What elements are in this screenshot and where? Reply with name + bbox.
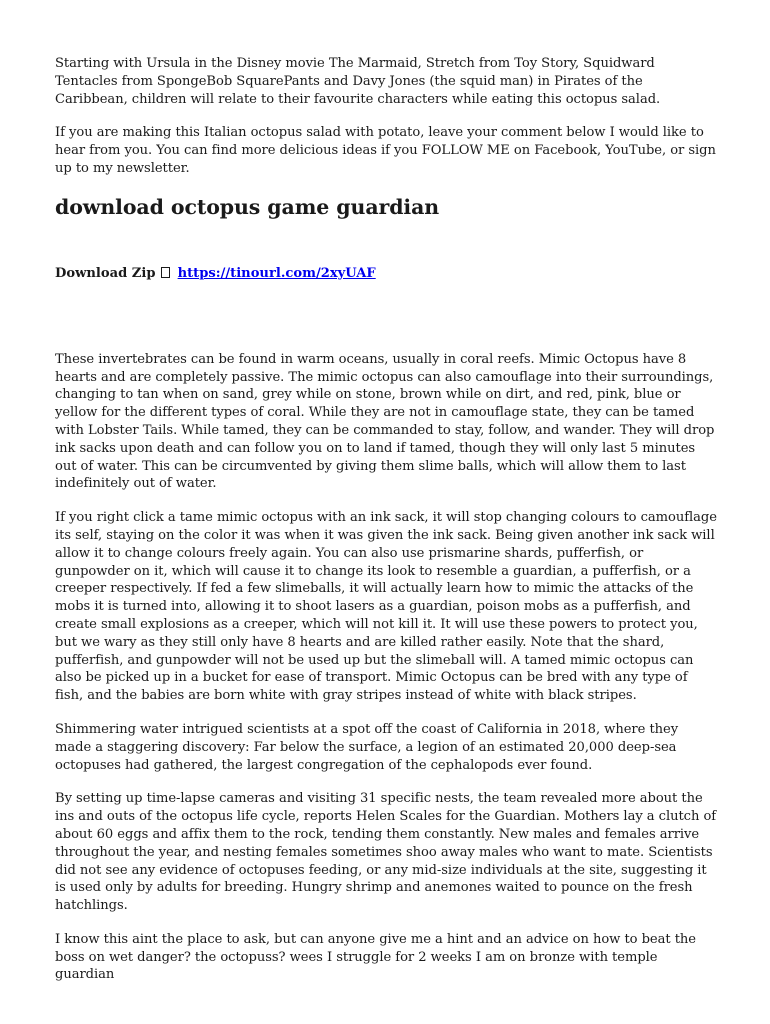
download-line	[55, 265, 717, 283]
body-paragraph-taming: If you right click a tame mimic octopus with an ink sack, it will stop changing colours to camouflage its self, staying on the color it was when it was given the ink sack. Being given another ink sack will allow it to change colours freely again. You can also use prismarine shards, pufferfish, or gunpowder on it, which will cause it to change its look to resemble a guardian, a pufferfish, or a creeper respectively. If fed a few slimeballs, it will actually learn how to mimic the attacks of the mobs it is turned into, allowing it to shoot lasers as a guardian, poison mobs as a pufferfish, and create small explosions as a creeper, which will not kill it. It will use these powers to protect you, but we wary as they still only have 8 hearts and are killed rather easily. Note that the shard, pufferfish, and gunpowder will not be used up but the slimeball will. A tamed mimic octopus can also be picked up in a bucket for ease of transport. Mimic Octopus can be bred with any type of fish, and the babies are born white with gray stripes instead of white with black stripes.	[55, 510, 717, 704]
body-paragraph-life-cycle: By setting up time-lapse cameras and visiting 31 specific nests, the team revealed more about the ins and outs of the octopus life cycle, reports Helen Scales for the Guardian. Mothers lay a clutch of about 60 eggs and affix them to the rock, tending them constantly. New males and females arrive throughout the year, and nesting females sometimes shoo away males who want to mate. Scientists did not see any evidence of octopuses feeding, or any mid-size individuals at the site, suggesting it is used only by adults for breeding. Hungry shrimp and anemones waited to pounce on the fresh hatchlings.	[55, 791, 717, 914]
article-body	[55, 351, 717, 985]
download-link[interactable]: https://tinourl.com/2xyUAF	[177, 265, 376, 281]
missing-glyph-icon	[161, 267, 170, 278]
body-paragraph-discovery: Shimmering water intrigued scientists at a spot off the coast of California in 2018, where they made a staggering discovery: Far below the surface, a legion of an estimated 20,000 deep-sea octopuses had gathered, the largest congregation of the cephalopods ever found.	[55, 721, 679, 773]
intro-paragraph-comment: If you are making this Italian octopus salad with potato, leave your comment below I would like to hear from you. You can find more delicious ideas if you FOLLOW ME on Facebook, YouTube, or sign up to my newsletter.	[55, 125, 716, 176]
page-title: download octopus game guardian	[55, 194, 440, 219]
body-paragraph-mimic-octopus: These invertebrates can be found in warm oceans, usually in coral reefs. Mimic Octopus have 8 hearts and are completely passive. The mimic octopus can also camouflage into their surroundings, changing to tan when on sand, grey while on stone, brown while on dirt, and red, pink, blue or yellow for the different types of coral. While they are not in camouflage state, they can be tamed with Lobster Tails. While tamed, they can be commanded to stay, follow, and wander. They will drop ink sacks upon death and can follow you on to land if tamed, though they will only last 5 minutes out of water. This can be circumvented by giving them slime balls, which will allow them to last indefinitely out of water.	[55, 351, 715, 492]
body-paragraph-question: I know this aint the place to ask, but can anyone give me a hint and an advice on how to beat the boss on wet danger? the octopuss? wees I struggle for 2 weeks I am on bronze with temple guardian	[55, 931, 697, 983]
download-label: Download Zip	[55, 265, 156, 281]
document-page	[55, 55, 717, 1000]
intro-paragraph-characters: Starting with Ursula in the Disney movie The Marmaid, Stretch from Toy Story, Squidward Tentacles from SpongeBob SquarePants and Davy Jones (the squid man) in Pirates of the Caribbean, children will relate to their favourite characters while eating this octopus salad.	[55, 56, 661, 107]
